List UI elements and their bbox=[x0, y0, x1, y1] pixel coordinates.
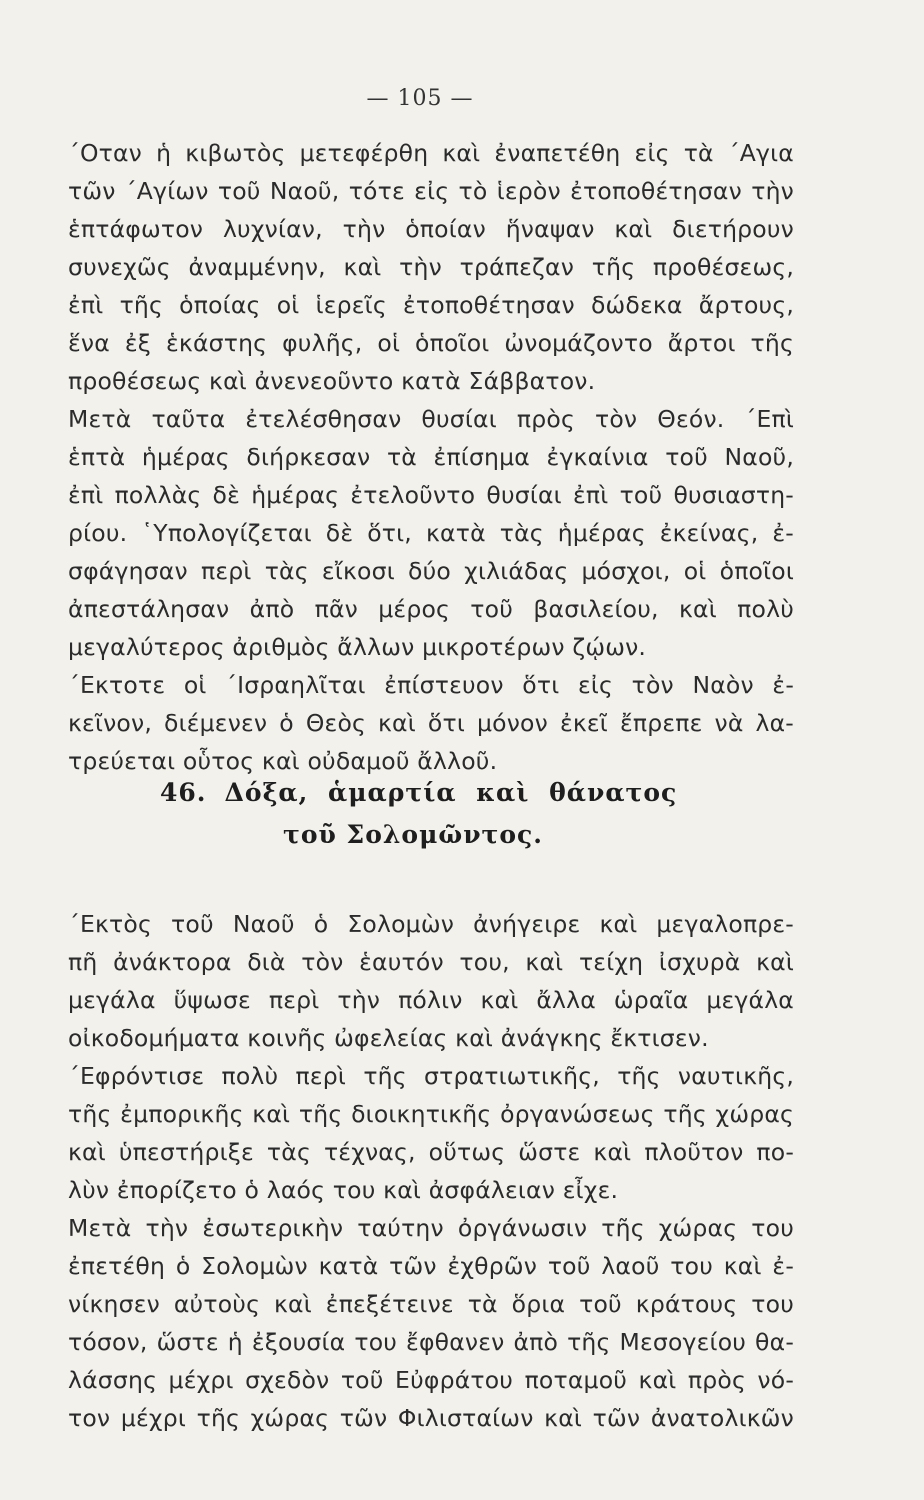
text-line: οἰκοδομήματα κοινῆς ὠφελείας καὶ ἀνάγκης ἔκτισεν. bbox=[68, 1024, 709, 1052]
text-line: τον μέχρι τῆς χώρας τῶν Φιλισταίων καὶ τῶν ἀνατολικῶν bbox=[68, 1404, 794, 1432]
text-line: Μετὰ τὴν ἐσωτερικὴν ταύτην ὀργάνωσιν τῆς χώρας του bbox=[68, 1214, 794, 1242]
text-line: ἀπεστάλησαν ἀπὸ πᾶν μέρος τοῦ βασιλείου, καὶ πολὺ bbox=[68, 595, 794, 623]
text-line: ἐπὶ πολλὰς δὲ ἡμέρας ἐτελοῦντο θυσίαι ἐπὶ τοῦ θυσιαστη- bbox=[68, 481, 794, 509]
text-line: μεγάλα ὕψωσε περὶ τὴν πόλιν καὶ ἄλλα ὡραῖα μεγάλα bbox=[68, 986, 794, 1014]
text-line: κεῖνον, διέμενεν ὁ Θεὸς καὶ ὅτι μόνον ἐκεῖ ἔπρεπε νὰ λα- bbox=[68, 709, 794, 737]
section-title-part-1: Δόξα, ἁμαρτία καὶ θάνατος bbox=[224, 778, 678, 807]
text-line: τῆς ἐμπορικῆς καὶ τῆς διοικητικῆς ὀργανώσεως τῆς χώρας bbox=[68, 1100, 794, 1128]
text-line: τόσον, ὥστε ἡ ἐξουσία του ἔφθανεν ἀπὸ τῆς Μεσογείου θα- bbox=[68, 1328, 794, 1356]
text-line: ΄Εφρόντισε πολὺ περὶ τῆς στρατιωτικῆς, τῆς ναυτικῆς, bbox=[68, 1062, 794, 1090]
section-number: 46. bbox=[160, 778, 207, 807]
text-line: ἐπὶ τῆς ὁποίας οἱ ἱερεῖς ἐτοποθέτησαν δώδεκα ἄρτους, bbox=[68, 291, 794, 319]
text-line: λάσσης μέχρι σχεδὸν τοῦ Εὐφράτου ποταμοῦ καὶ πρὸς νό- bbox=[68, 1366, 794, 1394]
text-line: τρεύεται οὗτος καὶ οὐδαμοῦ ἄλλοῦ. bbox=[68, 747, 498, 775]
text-line: νίκησεν αὐτοὺς καὶ ἐπεξέτεινε τὰ ὅρια τοῦ κράτους του bbox=[68, 1290, 794, 1318]
text-line: ΄Εκτὸς τοῦ Ναοῦ ὁ Σολομὼν ἀνήγειρε καὶ μεγαλοπρε- bbox=[68, 910, 794, 938]
text-line: λὺν ἐπορίζετο ὁ λαός του καὶ ἀσφάλειαν εἶχε. bbox=[68, 1176, 619, 1204]
text-block-solomon bbox=[68, 905, 794, 1437]
text-line: πῆ ἀνάκτορα διὰ τὸν ἑαυτόν του, καὶ τείχη ἰσχυρὰ καὶ bbox=[68, 948, 794, 976]
text-line: ΄Εκτοτε οἱ ΄Ισραηλῖται ἐπίστευον ὅτι εἰς τὸν Ναὸν ἐ- bbox=[68, 671, 794, 699]
text-line: προθέσεως καὶ ἀνενεοῦντο κατὰ Σάββατον. bbox=[68, 367, 596, 395]
text-block-temple bbox=[68, 134, 794, 780]
page-number: — 105 — bbox=[366, 86, 474, 111]
text-line: καὶ ὑπεστήριξε τὰς τέχνας, οὕτως ὥστε καὶ πλοῦτον πο- bbox=[68, 1138, 794, 1166]
section-title-part-2: τοῦ Σολομῶντος. bbox=[283, 820, 543, 849]
section-heading-line-1 bbox=[160, 778, 677, 807]
text-line: ρίου. ῾Υπολογίζεται δὲ ὅτι, κατὰ τὰς ἡμέρας ἐκείνας, ἐ- bbox=[68, 519, 794, 547]
text-line: ἑπτάφωτον λυχνίαν, τὴν ὁποίαν ἥναψαν καὶ διετήρουν bbox=[68, 215, 794, 243]
text-line: Μετὰ ταῦτα ἐτελέσθησαν θυσίαι πρὸς τὸν Θεόν. ΄Επὶ bbox=[68, 405, 794, 433]
text-line: τῶν ΄Αγίων τοῦ Ναοῦ, τότε εἰς τὸ ἱερὸν ἐτοποθέτησαν τὴν bbox=[68, 177, 794, 205]
text-line: ἑπτὰ ἡμέρας διήρκεσαν τὰ ἐπίσημα ἐγκαίνια τοῦ Ναοῦ, bbox=[68, 443, 794, 471]
text-line: ἕνα ἐξ ἑκάστης φυλῆς, οἱ ὁποῖοι ὠνομάζοντο ἄρτοι τῆς bbox=[68, 329, 794, 357]
text-line: ΄Οταν ἡ κιβωτὸς μετεφέρθη καὶ ἐναπετέθη εἰς τὰ ΄Αγια bbox=[68, 139, 794, 167]
text-line: μεγαλύτερος ἀριθμὸς ἄλλων μικροτέρων ζῴων. bbox=[68, 633, 647, 661]
text-line: συνεχῶς ἀναμμένην, καὶ τὴν τράπεζαν τῆς προθέσεως, bbox=[68, 253, 794, 281]
text-line: σφάγησαν περὶ τὰς εἴκοσι δύο χιλιάδας μόσχοι, οἱ ὁποῖοι bbox=[68, 557, 794, 585]
text-line: ἐπετέθη ὁ Σολομὼν κατὰ τῶν ἐχθρῶν τοῦ λαοῦ του καὶ ἐ- bbox=[68, 1252, 794, 1280]
